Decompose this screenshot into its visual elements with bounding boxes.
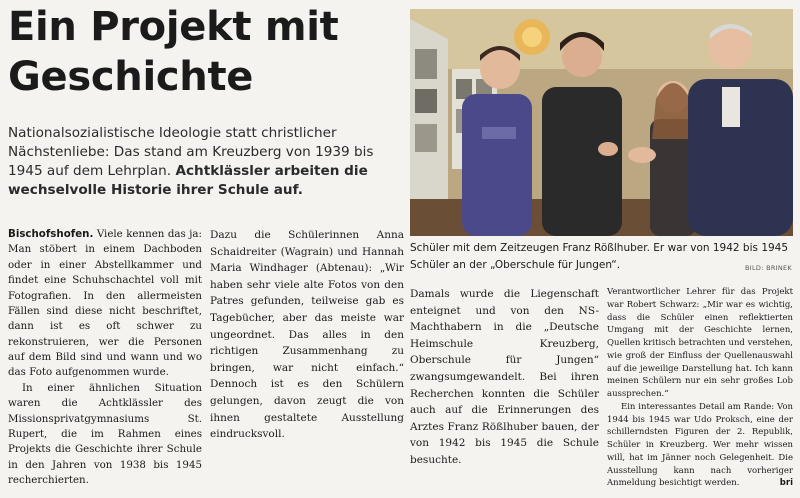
photo-credit: BILD: BRINEK <box>745 264 792 272</box>
paragraph-6-text: Ein interessantes Detail am Rande: Von 1944 bis 1945 war Udo Proksch, eine der schillerndsten Figuren der 2. Republik, Schüler in Kreuzberg. Wer mehr wissen will, hat im Jänner noch Gelegenheit. Die Ausstellung kann nach vorheriger Anmeldung besichtigt werden. <box>607 401 793 489</box>
article-column-4 <box>607 286 793 490</box>
headline-line-1: Ein Projekt mit <box>8 4 339 50</box>
lead-bold-text: Achtklässler arbeiten die wechselvolle Historie ihrer Schule auf. <box>8 163 368 198</box>
headline-line-2: Geschichte <box>8 54 254 100</box>
article-photo <box>410 9 793 236</box>
article-paragraph-3: Dazu die Schülerinnen Anna Schaidreiter (Wagrain) und Hannah Maria Windhager (Abtenau): „Wir haben sehr viele alte Fotos von den Patres gefunden, teilweise gab es Tagebücher, aber das meiste war ungeordnet. Das alles in den richtigen Zusammenhang zu bringen, war nicht einfach.“ Dennoch ist es den Schülern gelungen, davon zeugt die von ihnen gestaltete Ausstellung eindrucksvoll. <box>210 229 404 441</box>
photo-illustration <box>410 9 793 236</box>
article-paragraph-5: Verantwortlicher Lehrer für das Projekt war Robert Schwarz: „Mir war es wichtig, dass die Schüler einen reflektierten Umgang mit der Geschichte lernen, Quellen kritisch betrachten und verstehen, wie groß der Einfluss der Quellenauswahl auf die jeweilige Darstellung hat. Ich kann meinen Schülern nur ein sehr großes Lob aussprechen.“ <box>607 287 793 399</box>
photo-caption: Schüler mit dem Zeitzeugen Franz Rößlhuber. Er war von 1942 bis 1945 Schüler an der „Oberschule für Jungen“. <box>410 242 789 271</box>
author-signature: bri <box>779 478 793 489</box>
article-column-3 <box>410 286 599 469</box>
dateline: Bischofshofen. <box>8 228 94 240</box>
headline <box>8 2 403 102</box>
lead-paragraph <box>8 124 403 200</box>
article-column-2 <box>210 227 404 443</box>
article-paragraph-6 <box>607 401 793 490</box>
article-column-1 <box>8 227 202 488</box>
article-paragraph-4: Damals wurde die Liegenschaft enteignet und von den NS-Machthabern in die „Deutsche Heimschule Kreuzberg, Oberschule für Jungen“ zwangsumgewandelt. Bei ihren Recherchen konnten die Schüler auch auf die Erinnerungen des Arztes Franz Rößlhuber bauen, der von 1942 bis 1945 die Schule besuchte. <box>410 288 599 466</box>
article-paragraph-1 <box>8 227 202 381</box>
article-paragraph-2: In einer ähnlichen Situation waren die Achtklässler des Missionsprivatgymnasiums St. Rupert, die im Rahmen eines Projekts die Geschichte ihrer Schule in den Jahren von 1938 bis 1945 recherchierten. <box>8 381 202 486</box>
lead-text: Nationalsozialistische Ideologie statt christlicher Nächstenliebe: Das stand am Kreuzberg von 1939 bis 1945 auf dem Lehrplan. <box>8 125 374 179</box>
paragraph-1-text: Viele kennen das ja: Man stöbert in einem Dachboden oder in einer Abstellkammer und findet eine Schuhschachtel voll mit Fotografien. In den allermeisten Fällen sind diese nicht beschriftet, dann ist es oft schwer zu rekonstruieren, wer die Personen auf dem Bild sind und wann und wo das Foto aufgenommen wurde. <box>8 228 202 379</box>
